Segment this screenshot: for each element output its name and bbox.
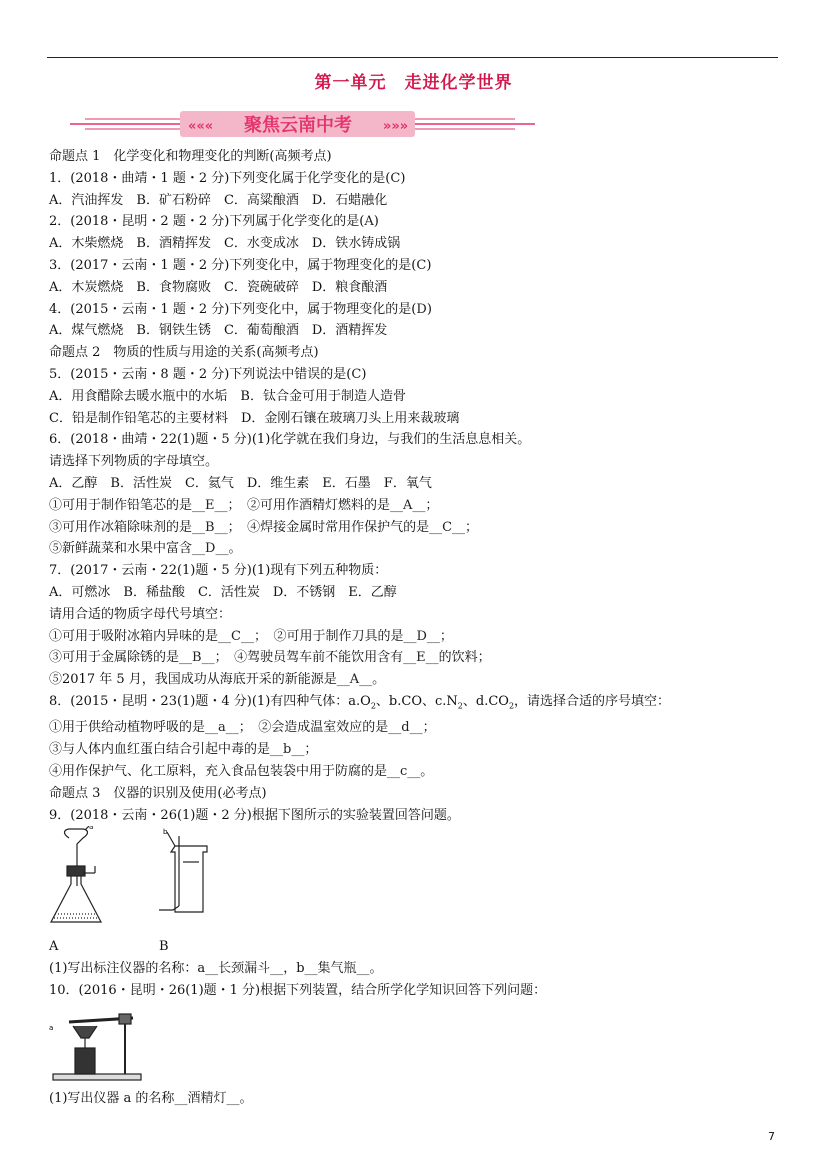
question-7-blank-3-4: ③可用于金属除锈的是__B__； ④驾驶员驾车前不能饮用含有__E__的饮料； — [49, 650, 491, 666]
answer: __a__ — [205, 720, 239, 736]
page-title: 第一单元 走进化学世界 — [314, 73, 513, 93]
page-number: 7 — [768, 1130, 775, 1143]
top-rule — [47, 57, 778, 58]
question-1: 1．(2018・曲靖・1 题・2 分)下列变化属于化学变化的是(C) — [49, 170, 406, 186]
question-2: 2．(2018・昆明・2 题・2 分)下列属于化学变化的是(A) — [49, 214, 379, 230]
question-9: 9．(2018・云南・26(1)题・2 分)根据下图所示的实验装置回答问题。 — [49, 807, 460, 823]
answer: __集气瓶__ — [304, 961, 370, 977]
question-6: 6．(2018・曲靖・22(1)题・5 分)(1)化学就在我们身边，与我们的生活息息相关。 — [49, 432, 531, 448]
question-3: 3．(2017・云南・1 题・2 分)下列变化中，属于物理变化的是(C) — [49, 257, 432, 273]
svg-text:b: b — [163, 828, 168, 837]
answer: C — [416, 257, 427, 273]
answer: __b__ — [270, 742, 305, 758]
svg-text:a: a — [49, 1023, 54, 1032]
question-7-blank-5: ⑤2017 年 5 月，我国成功从海底开采的新能源是__A__。 — [49, 672, 386, 688]
question-8-blank-1-2: ①用于供给动植物呼吸的是__a__； ②会造成温室效应的是__d__； — [49, 720, 436, 736]
question-5-options-cd: C．铅是制作铅笔芯的主要材料 D．金刚石镶在玻璃刀头上用来裁玻璃 — [49, 410, 460, 426]
section-heading-2: 命题点 2 物质的性质与用途的关系(高频考点) — [49, 345, 319, 361]
banner-text: 聚焦云南中考 — [244, 115, 352, 136]
erlenmeyer-flask-figure — [51, 826, 101, 922]
apparatus-figure-ab — [49, 826, 779, 936]
answer: __c__ — [387, 763, 421, 779]
answer: __d__ — [388, 720, 423, 736]
section-banner — [60, 108, 540, 140]
svg-text:»»»: »»» — [383, 119, 409, 134]
question-5: 5．(2015・云南・8 题・2 分)下列说法中错误的是(C) — [49, 366, 367, 382]
svg-text:a: a — [89, 826, 94, 832]
section-heading-1: 命题点 1 化学变化和物理变化的判断(高频考点) — [49, 149, 332, 164]
apparatus-figure-heating — [49, 1002, 779, 1088]
question-5-options-ab: A．用食醋除去暖水瓶中的水垢 B．钛合金可用于制造人造骨 — [49, 388, 406, 404]
answer: __长颈漏斗__ — [205, 961, 284, 977]
figure-label-b: B — [159, 939, 169, 955]
section-heading-3: 命题点 3 仪器的识别及使用(必考点) — [49, 785, 267, 801]
test-tube-stand-figure — [53, 1014, 141, 1080]
answer: __酒精灯__ — [174, 1090, 240, 1106]
question-6-blank-1-2: ①可用于制作铅笔芯的是__E__； ②可用作酒精灯燃料的是__A__； — [49, 497, 439, 513]
question-6-instruction: 请选择下列物质的字母填空。 — [49, 454, 219, 470]
answer: __C__ — [429, 519, 466, 535]
answer: __C__ — [218, 628, 254, 644]
answer: __E__ — [403, 650, 439, 666]
question-10: 10．(2016・昆明・26(1)题・1 分)根据下列装置，结合所学化学知识回答下列问题： — [49, 982, 547, 998]
figure-label-a: A — [49, 939, 59, 955]
question-4-options: A．煤气燃烧 B．钢铁生锈 C．葡萄酿酒 D．酒精挥发 — [49, 323, 388, 339]
answer: A — [364, 214, 374, 230]
answer: __A__ — [390, 497, 426, 513]
gas-jar-figure — [159, 832, 207, 912]
question-7: 7．(2017・云南・22(1)题・5 分)(1)现有下列五种物质： — [49, 563, 388, 579]
question-9-part-1: (1)写出标注仪器的名称：a__长颈漏斗__，b__集气瓶__。 — [49, 961, 383, 977]
question-8-blank-4: ④用作保护气、化工原料，充入食品包装袋中用于防腐的是__c__。 — [49, 763, 434, 779]
answer: __A__ — [336, 672, 373, 688]
question-10-part-1: (1)写出仪器 a 的名称__酒精灯__。 — [49, 1090, 253, 1106]
question-6-blank-5: ⑤新鲜蔬菜和水果中富含__D__。 — [49, 541, 242, 557]
question-8: 8．(2015・昆明・23(1)题・4 分)(1)有四种气体：$a.O_2$、b.CO、$c.N_2$、$d.CO_2$，请选择合适的序号填空： — [49, 693, 671, 711]
question-content — [49, 146, 779, 1109]
answer: __D__ — [192, 541, 229, 557]
answer: D — [416, 301, 427, 317]
question-7-options: A．可燃冰 B．稀盐酸 C．活性炭 D．不锈钢 E．乙醇 — [49, 584, 397, 600]
question-1-options: A．汽油挥发 B．矿石粉碎 C．高粱酿酒 D．石蜡融化 — [49, 192, 388, 208]
svg-text:«««: ««« — [188, 119, 214, 134]
answer: C — [351, 366, 362, 382]
question-6-options: A．乙醇 B．活性炭 C．氦气 D．维生素 E．石墨 F．氧气 — [49, 475, 432, 491]
question-7-instruction: 请用合适的物质字母代号填空： — [49, 606, 232, 622]
answer: __B__ — [179, 650, 215, 666]
question-4: 4．(2015・云南・1 题・2 分)下列变化中，属于物理变化的是(D) — [49, 301, 432, 317]
answer: __B__ — [192, 519, 228, 535]
answer: __D__ — [403, 628, 440, 644]
question-6-blank-3-4: ③可用作冰箱除味剂的是__B__； ④焊接金属时常用作保护气的是__C__； — [49, 519, 479, 535]
question-7-blank-1-2: ①可用于吸附冰箱内异味的是__C__； ②可用于制作刀具的是__D__； — [49, 628, 453, 644]
question-2-options: A．木柴燃烧 B．酒精挥发 C．水变成冰 D．铁水铸成锅 — [49, 236, 401, 252]
answer: C — [390, 170, 401, 186]
question-8-blank-3: ③与人体内血红蛋白结合引起中毒的是__b__； — [49, 742, 318, 758]
question-3-options: A．木炭燃烧 B．食物腐败 C．瓷碗破碎 D．粮食酿酒 — [49, 279, 388, 295]
answer: __E__ — [192, 497, 228, 513]
